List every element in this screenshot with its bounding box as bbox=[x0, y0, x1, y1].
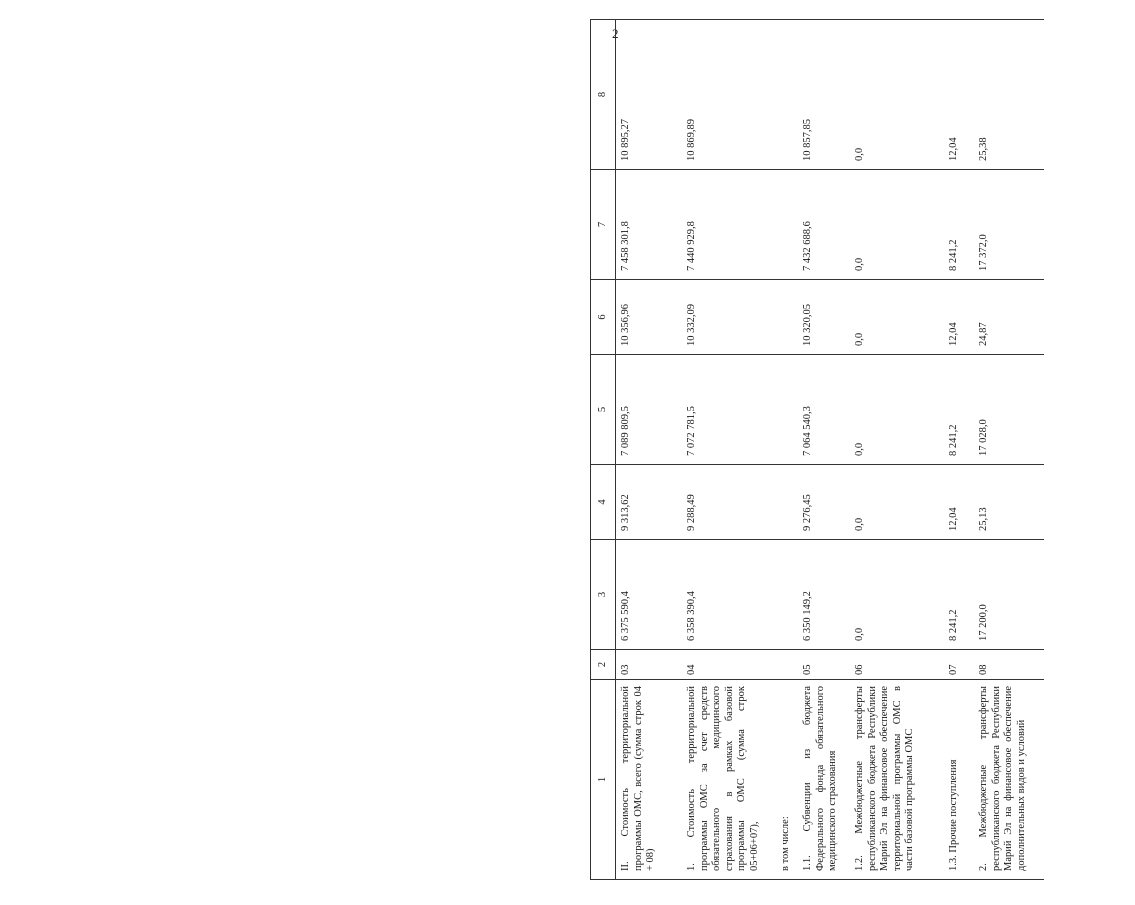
table-row bbox=[616, 20, 683, 880]
table-row bbox=[682, 20, 776, 880]
row-value: 10 356,96 bbox=[616, 280, 683, 355]
column-header: 5 bbox=[591, 355, 616, 465]
row-name: 2. Межбюджетные трансферты республиканского бюджета Республики Марий Эл на финансовое обеспечение дополнительных видов и условий bbox=[974, 680, 1044, 880]
column-header: 7 bbox=[591, 170, 616, 280]
row-value: 8 241,2 bbox=[944, 170, 974, 280]
row-value: 0,0 bbox=[850, 540, 944, 650]
row-code bbox=[776, 650, 798, 680]
column-header: 8 bbox=[591, 20, 616, 170]
page-number: 2 bbox=[612, 26, 619, 41]
row-value bbox=[776, 170, 798, 280]
row-name: II. Стоимость территориальной программы ОМС, всего (сумма строк 04 + 08) bbox=[616, 680, 683, 880]
row-value: 24,87 bbox=[974, 280, 1044, 355]
row-code: 04 bbox=[682, 650, 776, 680]
row-value: 8 241,2 bbox=[944, 355, 974, 465]
row-value: 10 320,05 bbox=[798, 280, 850, 355]
table-header-row bbox=[591, 20, 616, 880]
row-value: 7 064 540,3 bbox=[798, 355, 850, 465]
column-header: 1 bbox=[591, 680, 616, 880]
row-value: 9 313,62 bbox=[616, 465, 683, 540]
column-header: 4 bbox=[591, 465, 616, 540]
column-header: 6 bbox=[591, 280, 616, 355]
row-name: 1.3. Прочие поступления bbox=[944, 680, 974, 880]
row-value: 8 241,2 bbox=[944, 540, 974, 650]
row-code: 05 bbox=[798, 650, 850, 680]
row-value: 7 440 929,8 bbox=[682, 170, 776, 280]
row-value: 12,04 bbox=[944, 20, 974, 170]
row-name: 1.2. Межбюджетные трансферты республиканского бюджета Республики Марий Эл на финансовое обеспечение территориальной программы ОМС в части базовой программы ОМС bbox=[850, 680, 944, 880]
row-value: 12,04 bbox=[944, 280, 974, 355]
row-value: 6 358 390,4 bbox=[682, 540, 776, 650]
table-row bbox=[850, 20, 944, 880]
column-header: 2 bbox=[591, 650, 616, 680]
row-value: 0,0 bbox=[850, 20, 944, 170]
row-value: 25,13 bbox=[974, 465, 1044, 540]
table-row bbox=[776, 20, 798, 880]
row-value: 12,04 bbox=[944, 465, 974, 540]
row-value: 0,0 bbox=[850, 170, 944, 280]
row-value: 17 200,0 bbox=[974, 540, 1044, 650]
row-name: в том числе: bbox=[776, 680, 798, 880]
row-value: 10 857,85 bbox=[798, 20, 850, 170]
row-value: 0,0 bbox=[850, 355, 944, 465]
row-value: 9 276,45 bbox=[798, 465, 850, 540]
row-value: 25,38 bbox=[974, 20, 1044, 170]
row-value: 10 895,27 bbox=[616, 20, 683, 170]
row-value bbox=[776, 20, 798, 170]
row-name: 1. Стоимость территориальной программы ОМС за счет средств обязательного медицинского страхования в рамках базовой программы ОМС (сумма строк 05+06+07), bbox=[682, 680, 776, 880]
row-value bbox=[776, 355, 798, 465]
row-code: 08 bbox=[974, 650, 1044, 680]
financing-table bbox=[590, 19, 1044, 880]
row-value: 6 350 149,2 bbox=[798, 540, 850, 650]
row-value: 17 372,0 bbox=[974, 170, 1044, 280]
row-name: 1.1. Субвенции из бюджета Федерального фонда обязательного медицинского страхования bbox=[798, 680, 850, 880]
row-value: 7 458 301,8 bbox=[616, 170, 683, 280]
row-code: 06 bbox=[850, 650, 944, 680]
row-code: 07 bbox=[944, 650, 974, 680]
row-value: 9 288,49 bbox=[682, 465, 776, 540]
row-value: 0,0 bbox=[850, 465, 944, 540]
table-row bbox=[944, 20, 974, 880]
table-row bbox=[974, 20, 1044, 880]
row-value: 10 332,09 bbox=[682, 280, 776, 355]
row-value: 7 072 781,5 bbox=[682, 355, 776, 465]
row-value bbox=[776, 280, 798, 355]
rotated-table-wrapper bbox=[590, 20, 1135, 880]
row-value: 7 432 688,6 bbox=[798, 170, 850, 280]
row-value: 17 028,0 bbox=[974, 355, 1044, 465]
table-row bbox=[798, 20, 850, 880]
row-value bbox=[776, 465, 798, 540]
row-value: 6 375 590,4 bbox=[616, 540, 683, 650]
column-header: 3 bbox=[591, 540, 616, 650]
row-code: 03 bbox=[616, 650, 683, 680]
row-value: 0,0 bbox=[850, 280, 944, 355]
row-value: 7 089 809,5 bbox=[616, 355, 683, 465]
row-value bbox=[776, 540, 798, 650]
row-value: 10 869,89 bbox=[682, 20, 776, 170]
